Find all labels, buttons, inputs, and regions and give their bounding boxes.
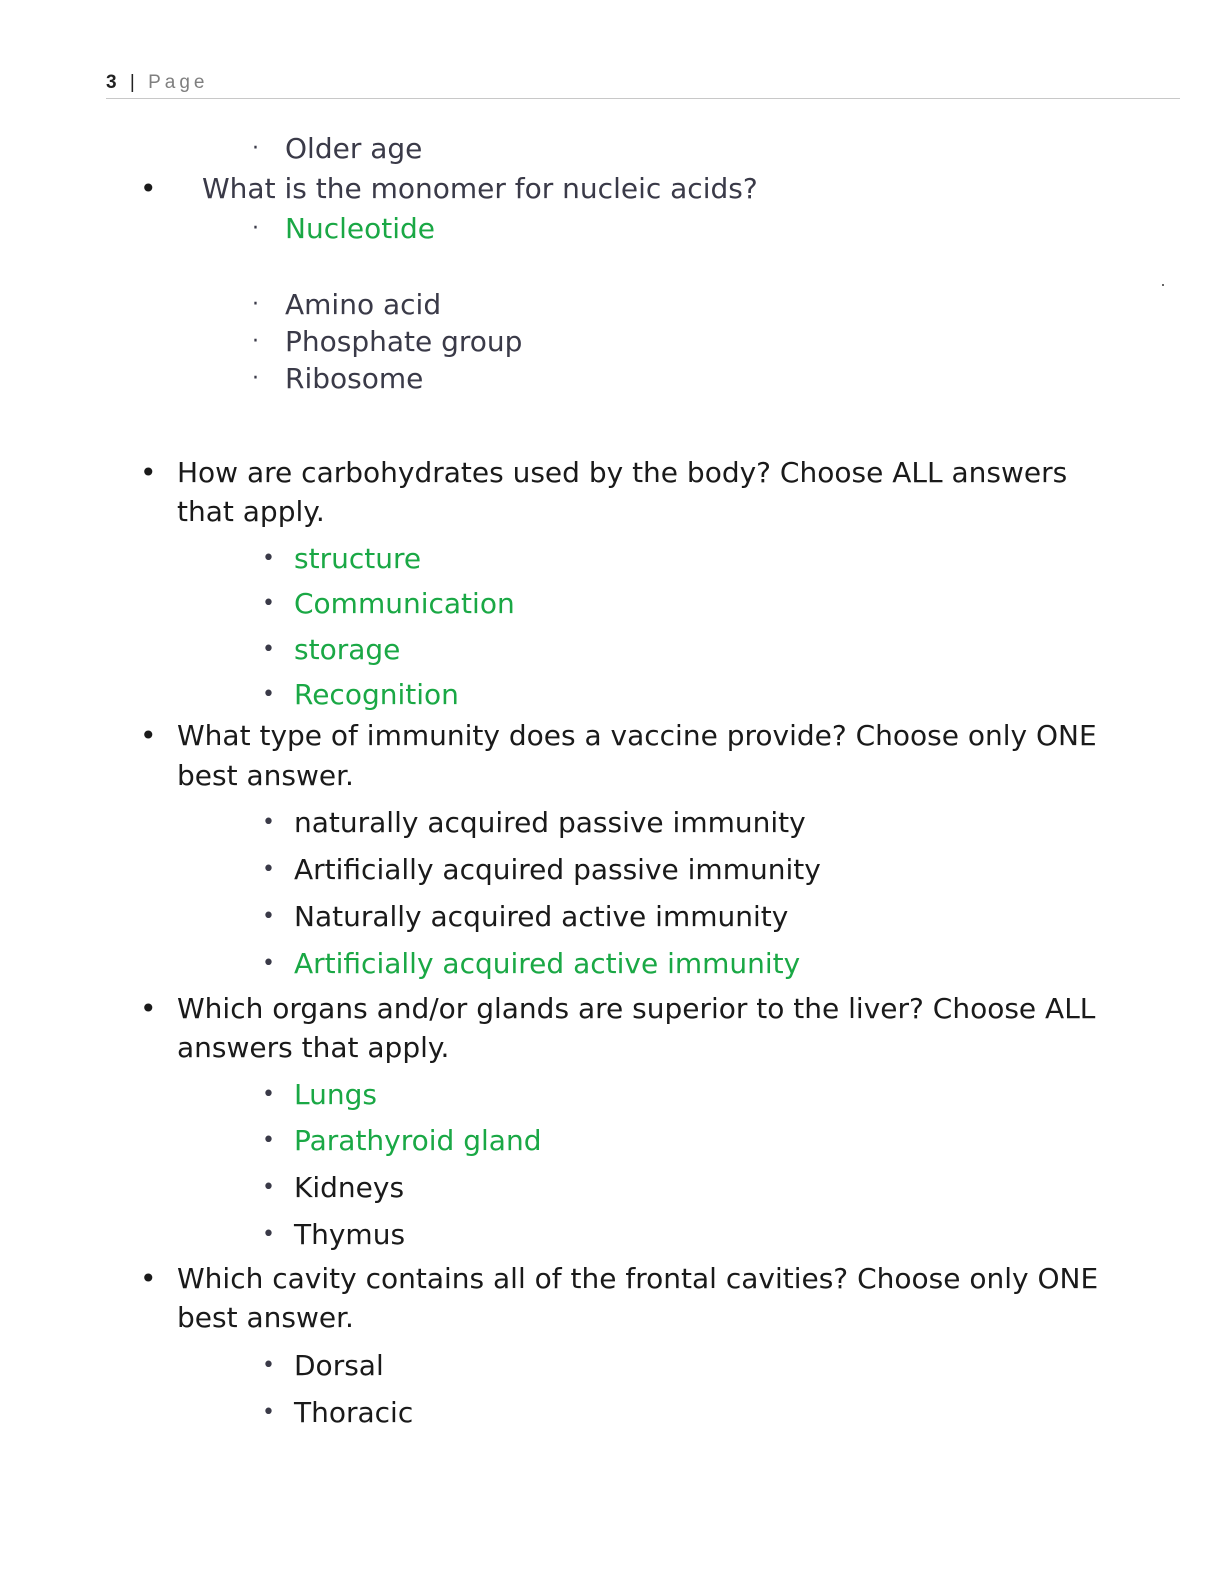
answer-option-correct: Parathyroid gland (294, 1124, 542, 1157)
sub-bullet-icon: • (262, 857, 275, 882)
answer-option: Phosphate group (285, 325, 523, 358)
question-text: Which organs and/or glands are superior to the liver? Choose ALL (177, 992, 1096, 1025)
answer-option: Thymus (294, 1218, 406, 1251)
sub-bullet-icon: • (262, 810, 275, 835)
bullet-icon: • (140, 456, 157, 489)
answer-option-correct: Lungs (294, 1078, 377, 1111)
sub-bullet-icon: • (262, 1128, 275, 1153)
question-text: What type of immunity does a vaccine provide? Choose only ONE (177, 719, 1097, 752)
question-text: Which cavity contains all of the frontal cavities? Choose only ONE (177, 1262, 1099, 1295)
bullet-icon: • (140, 172, 157, 205)
answer-option: Naturally acquired active immunity (294, 900, 789, 933)
sub-bullet-icon: • (262, 1222, 275, 1247)
question-text-cont: best answer. (177, 759, 354, 792)
bullet-icon: • (140, 992, 157, 1025)
sub-bullet-icon: · (252, 366, 259, 391)
answer-option: Dorsal (294, 1349, 384, 1382)
bullet-icon: • (140, 719, 157, 752)
sub-bullet-icon: · (252, 216, 259, 241)
answer-option: Thoracic (294, 1396, 414, 1429)
sub-bullet-icon: • (262, 1353, 275, 1378)
stray-mark (1162, 284, 1164, 286)
sub-bullet-icon: • (262, 1082, 275, 1107)
answer-option: Older age (285, 132, 423, 165)
sub-bullet-icon: • (262, 951, 275, 976)
answer-option-correct: Communication (294, 587, 515, 620)
bullet-icon: • (140, 1262, 157, 1295)
answer-option-correct: Nucleotide (285, 212, 435, 245)
answer-option: Amino acid (285, 288, 442, 321)
question-text-cont: answers that apply. (177, 1031, 450, 1064)
header-separator: | (129, 72, 139, 93)
question-text: How are carbohydrates used by the body? Choose ALL answers (177, 456, 1068, 489)
sub-bullet-icon: · (252, 329, 259, 354)
sub-bullet-icon: • (262, 546, 275, 571)
page-label: Page (148, 72, 209, 93)
sub-bullet-icon: • (262, 637, 275, 662)
answer-option-correct: Recognition (294, 678, 459, 711)
question-text-cont: that apply. (177, 495, 325, 528)
page-number: 3 (106, 72, 121, 93)
answer-option: naturally acquired passive immunity (294, 806, 806, 839)
question-text: What is the monomer for nucleic acids? (202, 172, 758, 205)
sub-bullet-icon: • (262, 904, 275, 929)
question-text-cont: best answer. (177, 1301, 354, 1334)
sub-bullet-icon: · (252, 136, 259, 161)
sub-bullet-icon: • (262, 591, 275, 616)
page-header (106, 72, 1180, 99)
answer-option: Ribosome (285, 362, 424, 395)
sub-bullet-icon: • (262, 682, 275, 707)
answer-option: Kidneys (294, 1171, 405, 1204)
answer-option-correct: storage (294, 633, 401, 666)
answer-option-correct: Artificially acquired active immunity (294, 947, 801, 980)
answer-option-correct: structure (294, 542, 422, 575)
sub-bullet-icon: · (252, 292, 259, 317)
sub-bullet-icon: • (262, 1400, 275, 1425)
sub-bullet-icon: • (262, 1175, 275, 1200)
answer-option: Artificially acquired passive immunity (294, 853, 821, 886)
